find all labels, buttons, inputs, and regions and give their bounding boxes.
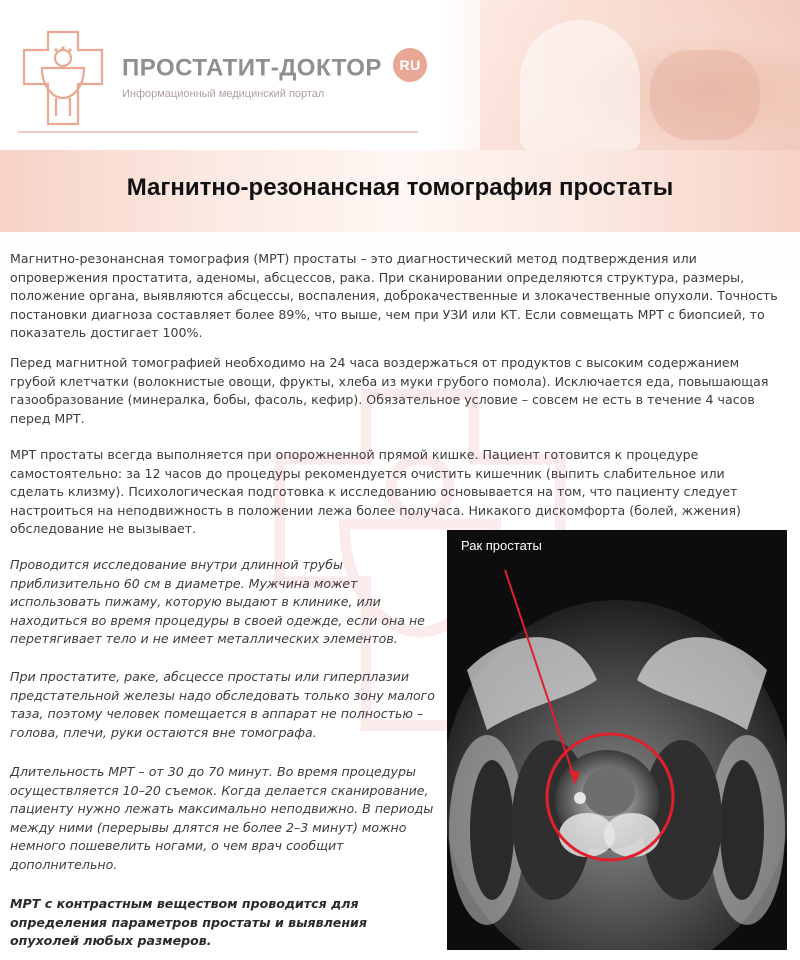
header-divider bbox=[18, 131, 418, 133]
brand-name bbox=[122, 52, 427, 86]
paragraph-duration: Длительность МРТ – от 30 до 70 минут. Во время процедуры осуществляется 10–20 съемок. Когда делается сканирование, пациенту нужно лежать максимально неподвижно. В периоды между ними (перерывы длятся не более 2–3 минут) можно немного пошевелить ногами, о чем врач сообщит дополнительно. bbox=[10, 764, 434, 872]
mri-scan-image bbox=[447, 530, 787, 950]
tagline: Информационный медицинский портал bbox=[122, 88, 325, 100]
paragraph-zone: При простатите, раке, абсцессе простаты или гиперплазии предстательной железы надо обследовать только зону малого таза, поэтому человек помещается в аппарат не полностью – голова, плечи, руки остаются вне томографа. bbox=[10, 669, 435, 740]
brand-text: ПРОСТАТИТ-ДОКТОР bbox=[122, 54, 382, 82]
brand-ru-badge: RU bbox=[393, 48, 427, 82]
page-title: Магнитно-резонансная томография простаты bbox=[126, 174, 674, 201]
logo-icon bbox=[18, 28, 108, 128]
paragraph-preparation: МРТ простаты всегда выполняется при опорожненной прямой кишке. Пациент готовится к процедуре самостоятельно: за 12 часов до процедуры рекомендуется очистить кишечник (выпить слабительное или сделать клизму). Психологическая подготовка к исследованию основывается на том, что пациенту следует настроиться на неподвижность в положении лежа более получаса. Никакого дискомфорта (болей, жжения) обследование не вызывает. bbox=[10, 447, 741, 536]
header-photo bbox=[480, 0, 800, 150]
paragraph-tube: Проводится исследование внутри длинной трубы приблизительно 60 см в диаметре. Мужчина может использовать пижаму, которую выдают в клинике, или находиться во время процедуры в своей одежде, если она не перетягивает тело и не имеет металлических элементов. bbox=[10, 557, 425, 646]
mri-label: Рак простаты bbox=[461, 538, 542, 553]
paragraph-diet: Перед магнитной томографией необходимо на 24 часа воздержаться от продуктов с высоким содержанием грубой клетчатки (волокнистые овощи, фрукты, хлеба из муки грубого помола). Исключается еда, повышающая газообразование (минералка, бобы, фасоль, кефир). Обязательное условие – совсем не есть в течение 4 часов перед МРТ. bbox=[10, 355, 769, 426]
mri-illustration bbox=[447, 530, 787, 950]
paragraph-contrast: МРТ с контрастным веществом проводится для определения параметров простаты и выявления опухолей любых размеров. bbox=[10, 896, 367, 948]
header bbox=[0, 0, 800, 150]
paragraph-intro: Магнитно-резонансная томография (МРТ) простаты – это диагностический метод подтверждения или опровержения простатита, аденомы, абсцессов, рака. При сканировании определяются структура, размеры, положение органа, выявляются абсцессы, воспаления, доброкачественные и злокачественные опухоли. Точность постановки диагноза составляет более 89%, что выше, чем при УЗИ или КТ. Если совмещать МРТ с биопсией, то показатель достигает 100%. bbox=[10, 251, 778, 340]
